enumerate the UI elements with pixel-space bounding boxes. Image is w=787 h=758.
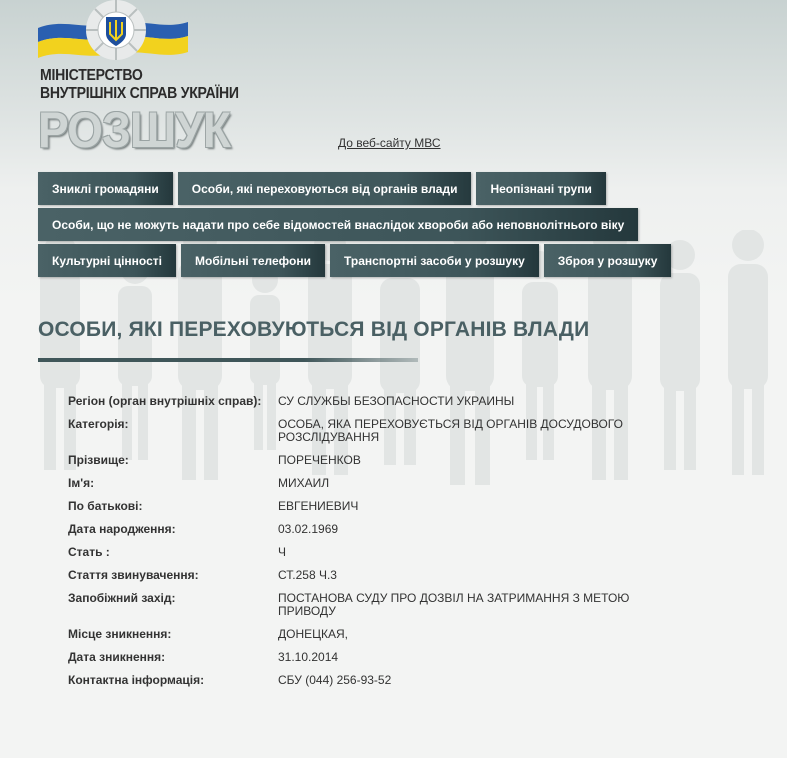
nav-row-3 — [38, 244, 671, 277]
detail-row-preventive-measure — [68, 592, 708, 618]
detail-label: Дата зникнення: — [68, 650, 166, 664]
detail-label: Контактна інформація: — [68, 673, 205, 687]
detail-value: 31.10.2014 — [278, 650, 339, 664]
detail-row-patronymic — [68, 500, 708, 513]
detail-label: Категорія: — [68, 417, 129, 431]
detail-row-disappearance-place — [68, 628, 708, 641]
detail-label: Дата народження: — [68, 522, 176, 536]
detail-row-first-name — [68, 477, 708, 490]
nav-cultural-values[interactable]: Культурні цінності — [38, 244, 176, 277]
nav-row-2 — [38, 208, 638, 241]
detail-label: Стать : — [68, 545, 110, 559]
nav-unidentified-persons[interactable]: Особи, що не можуть надати про себе відомостей внаслідок хвороби або неповнолітнього віку — [38, 208, 638, 241]
ministry-name-line2: ВНУТРІШНІХ СПРАВ УКРАЇНИ — [40, 85, 239, 102]
detail-label: Прізвище: — [68, 453, 129, 467]
detail-label: Ім'я: — [68, 476, 95, 490]
nav-missing-citizens[interactable]: Зниклі громадяни — [38, 172, 173, 205]
detail-value: ПОСТАНОВА СУДУ ПРО ДОЗВІЛ НА ЗАТРИМАННЯ З МЕТОЮ ПРИВОДУ — [278, 591, 630, 618]
section-logo-text: РОЗШУК — [38, 102, 231, 158]
detail-value: ПОРЕЧЕНКОВ — [278, 453, 361, 467]
detail-value: СТ.258 Ч.3 — [278, 568, 337, 582]
nav-mobile-phones[interactable]: Мобільні телефони — [181, 244, 325, 277]
title-underline — [38, 358, 418, 362]
detail-row-sex — [68, 546, 708, 559]
detail-label: Стаття звинувачення: — [68, 568, 199, 582]
detail-label: Регіон (орган внутрішніх справ): — [68, 394, 262, 408]
detail-value: СБУ (044) 256-93-52 — [278, 673, 392, 687]
detail-value: МИХАИЛ — [278, 476, 330, 490]
nav-vehicles[interactable]: Транспортні засоби у розшуку — [330, 244, 539, 277]
nav-row-1 — [38, 172, 606, 205]
detail-label: По батькові: — [68, 499, 143, 513]
ministry-emblem-icon — [38, 0, 188, 66]
detail-row-birth-date — [68, 523, 708, 536]
nav-unidentified-bodies[interactable]: Неопізнані трупи — [476, 172, 605, 205]
page-title: ОСОБИ, ЯКІ ПЕРЕХОВУЮТЬСЯ ВІД ОРГАНІВ ВЛАДИ — [38, 318, 590, 341]
detail-label: Місце зникнення: — [68, 627, 172, 641]
detail-row-disappearance-date — [68, 651, 708, 664]
detail-row-charge-article — [68, 569, 708, 582]
person-details — [68, 395, 708, 697]
detail-value: ДОНЕЦКАЯ, — [278, 627, 349, 641]
nav-weapons[interactable]: Зброя у розшуку — [544, 244, 672, 277]
detail-value: Ч — [278, 545, 286, 559]
detail-value: СУ СЛУЖБЫ БЕЗОПАСНОСТИ УКРАИНЫ — [278, 394, 515, 408]
detail-row-contact-info — [68, 674, 708, 687]
detail-label: Запобіжний захід: — [68, 591, 176, 605]
mvs-website-link[interactable]: До веб-сайту МВС — [338, 136, 441, 150]
detail-value: 03.02.1969 — [278, 522, 339, 536]
detail-value: ОСОБА, ЯКА ПЕРЕХОВУЄТЬСЯ ВІД ОРГАНІВ ДОСУДОВОГО РОЗСЛІДУВАННЯ — [278, 417, 623, 444]
detail-value: ЕВГЕНИЕВИЧ — [278, 499, 359, 513]
detail-row-surname — [68, 454, 708, 467]
ministry-name-line1: МІНІСТЕРСТВО — [40, 67, 143, 84]
nav-fugitives[interactable]: Особи, які переховуються від органів влади — [178, 172, 472, 205]
detail-row-category — [68, 418, 708, 444]
detail-row-region — [68, 395, 708, 408]
